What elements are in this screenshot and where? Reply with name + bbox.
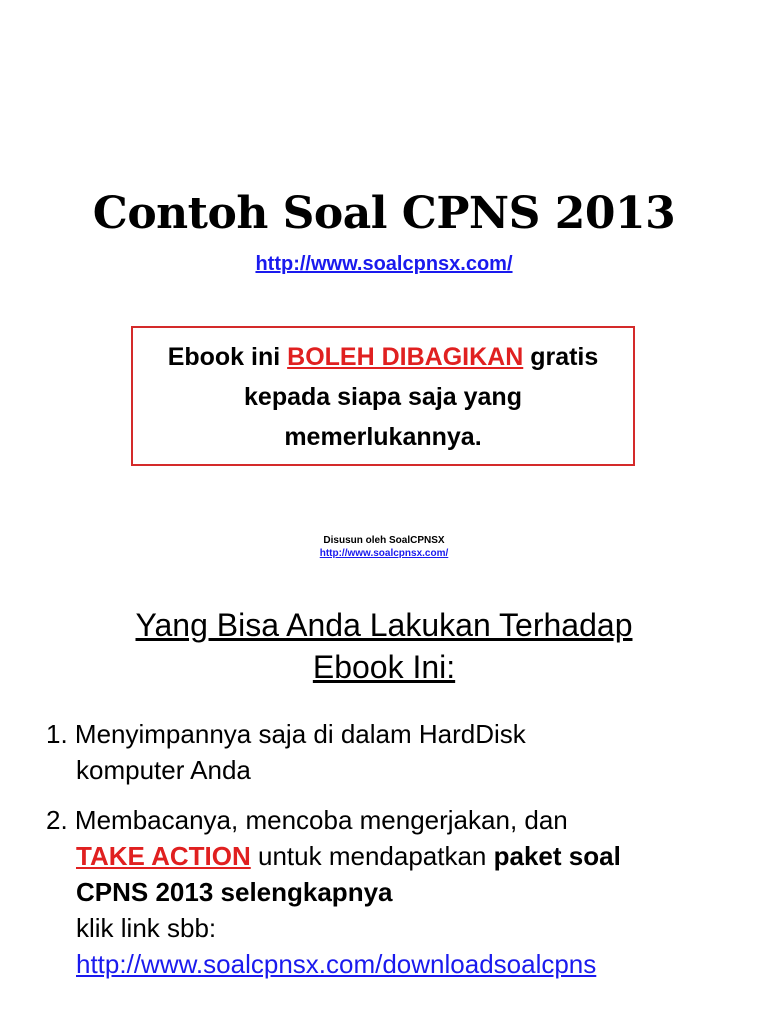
- site-link[interactable]: http://www.soalcpnsx.com/: [255, 253, 513, 275]
- share-notice-box: [131, 326, 635, 466]
- notice-line-2: kepada siapa saja yang: [244, 383, 522, 411]
- notice-prefix: Ebook ini: [167, 343, 281, 371]
- page-title: Contoh Soal CPNS 2013: [92, 188, 676, 239]
- item1-line1: Menyimpannya saja di dalam HardDisk: [74, 719, 526, 749]
- item2-line4: klik link sbb:: [76, 913, 217, 943]
- credit-text: Disusun oleh SoalCPNSX: [323, 535, 445, 546]
- item2-bold2: CPNS 2013 selengkapnya: [76, 877, 393, 907]
- list-item: [46, 716, 746, 788]
- item2-line1: Membacanya, mencoba mengerjakan, dan: [74, 805, 568, 835]
- notice-highlight: BOLEH DIBAGIKAN: [287, 343, 524, 371]
- credit-block: [0, 534, 768, 560]
- list-item: [46, 802, 746, 982]
- item-number: 2.: [46, 805, 68, 835]
- heading-line-1: Yang Bisa Anda Lakukan Terhadap: [135, 607, 633, 643]
- notice-line-3: memerlukannya.: [284, 423, 482, 451]
- section-heading: [0, 604, 768, 688]
- notice-line-1: [133, 337, 633, 377]
- notice-line1-suffix: gratis: [530, 343, 599, 371]
- heading-line-2: Ebook Ini:: [312, 649, 456, 685]
- credit-link[interactable]: http://www.soalcpnsx.com/: [319, 548, 449, 559]
- take-action-text: TAKE ACTION: [76, 841, 251, 871]
- item2-bold1: paket soal: [493, 841, 621, 871]
- item-number: 1.: [46, 719, 68, 749]
- action-list: [46, 716, 746, 996]
- item2-line2: [46, 838, 746, 874]
- site-link-container: [0, 253, 768, 276]
- download-link[interactable]: http://www.soalcpnsx.com/downloadsoalcpns: [76, 949, 597, 979]
- item1-line2: komputer Anda: [76, 755, 251, 785]
- item2-middle: untuk mendapatkan: [258, 841, 487, 871]
